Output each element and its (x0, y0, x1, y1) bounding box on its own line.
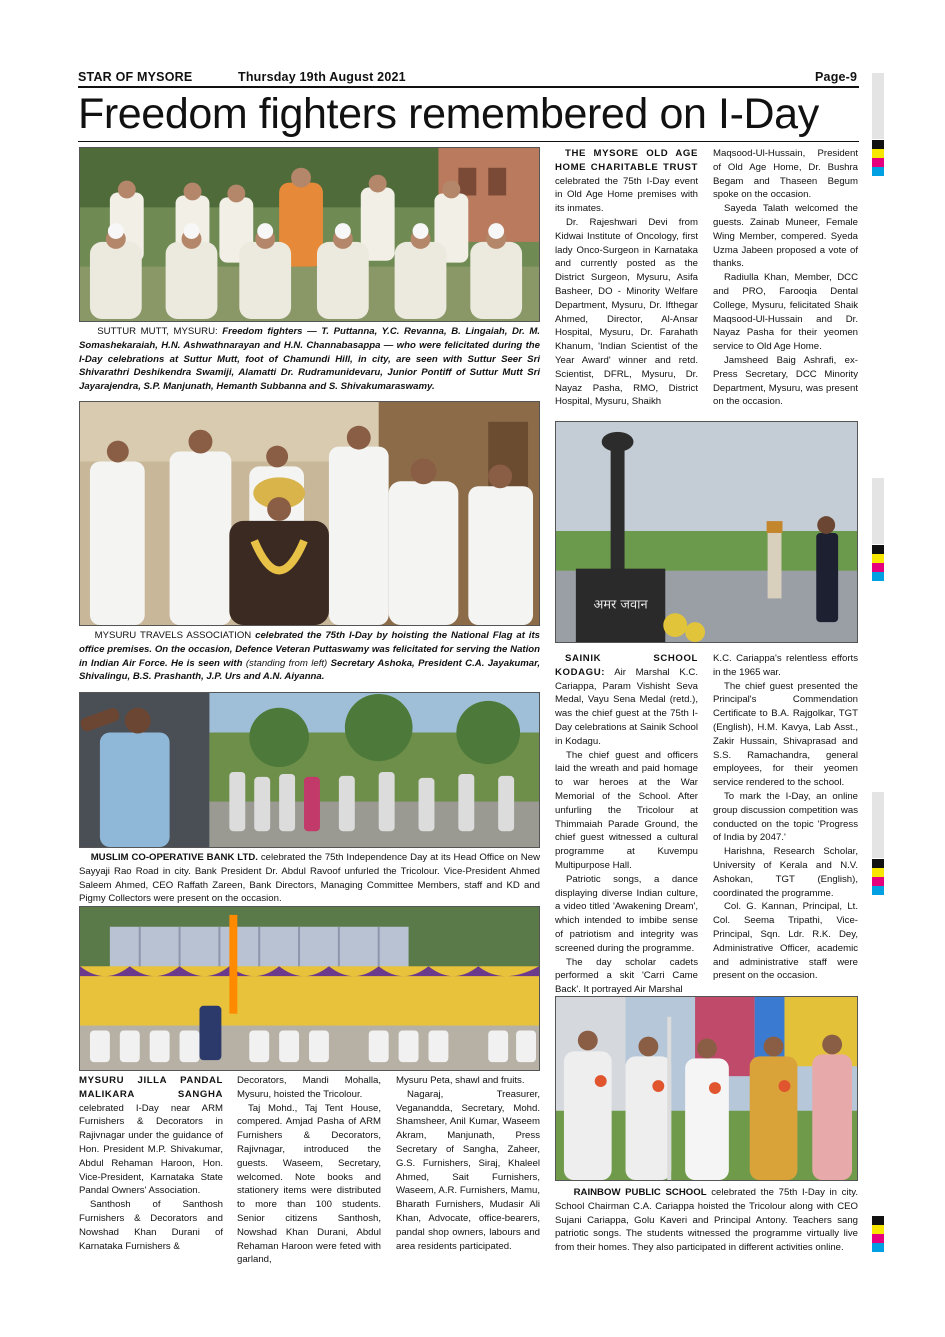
pandal-column-3 (396, 1074, 540, 1253)
sainik-paragraph: Patriotic songs, a dance displaying diverse Indian culture, a video titled 'Awakening Dream', which intended to imbibe sense of patriotism and integrity was screened during the programme. (555, 873, 698, 954)
oldage-paragraph: Maqsood-Ul-Hussain, President of Old Age Home, Dr. Bushra Begam and Thaseen Begum spoke on the occasion. (713, 148, 858, 201)
photo-pandal-sangha (79, 906, 540, 1071)
oldage-kicker: THE MYSORE OLD AGE HOME CHARITABLE TRUST (555, 148, 698, 173)
caption-travels-association (79, 629, 540, 684)
caption-body: Freedom fighters — T. Puttanna, Y.C. Revanna, B. Lingaiah, Dr. M. Somashekaraiah, H.N. Ashwathnarayan and H.N. Channabasappa — who were felicitated during the I-Day celebrations at Suttur Mutt, foot of Chamundi Hill, in city, are seen with Suttur Seer Sri Shivarathri Deshikendra Swamiji, Alamatti Dr. Rudramunidevaru, Junior Pontiff of Suttur Mutt Sri Jayarajendra, S.P. Manjunath, Hemanth Subbanna and S. Shivakumaraswamy. (79, 326, 540, 393)
sainik-paragraph: Col. G. Kannan, Principal, Lt. Col. Seema Tripathi, Vice-Principal, Sqn. Ldr. R.K. Dey, Administrative Officer, academic and administrative staff were present on the occasion. (713, 901, 858, 982)
registration-marks-2 (872, 545, 884, 581)
issue-date: Thursday 19th August 2021 (238, 70, 406, 84)
photo-cooperative-bank (79, 692, 540, 848)
headline: Freedom fighters remembered on I-Day (78, 90, 819, 138)
caption-paren: (standing from left) (245, 657, 328, 669)
margin-grey-strip (872, 73, 884, 139)
sainik-paragraph: Harishna, Research Scholar, University of Kerala and N.V. Ashokan, TGT (English), coordinated the programme. (713, 846, 858, 899)
caption-lead: MYSURU TRAVELS ASSOCIATION (94, 630, 252, 641)
memorial-sign-text: अमर जवान (593, 597, 648, 613)
sainik-paragraph: Air Marshal K.C. Cariappa, Param Vishisht Seva Medal, Vayu Sena Medal (retd.), was the chief guest at the 75th I-Day celebrations at Sainik School in Kodagu. (555, 666, 699, 747)
sainik-paragraph: The day scholar cadets performed a skit 'Carri Came Back'. It portrayed Air Marshal (555, 956, 698, 996)
caption-body: celebrated the 75th I-Day by hoisting the National Flag at its office premises. On the occasion, Defence Veteran Puttaswamy was felicitated for serving the Nation in Indian Air Force. He is seen with (79, 630, 541, 669)
registration-marks-4 (872, 1216, 884, 1252)
caption-lead: SUTTUR MUTT, MYSURU: (97, 326, 218, 337)
sainik-column-2 (713, 652, 858, 983)
pandal-paragraph: Mysuru Peta, shawl and fruits. (396, 1075, 525, 1086)
sainik-paragraph: K.C. Cariappa's relentless efforts in the 1965 war. (713, 653, 858, 678)
sainik-paragraph: The chief guest and officers laid the wreath and paid homage to war heroes at the War Memorial of the School. After unfurling the Tricolour at Thimmaiah Parade Ground, the chief guest witnessed a cultural programme at Kuvempu Multipurpose Hall. (555, 749, 698, 871)
margin-grey-strip (872, 792, 884, 858)
pandal-paragraph: Nagaraj, Treasurer, Veganandda, Secretary, Mohd. Shamsheer, Anil Kumar, Waseem Akram, Manjunath, Press Secretary of Sangha, Zaheer, G.S. Furnishers, Siraj, Khaleel Ahmed, Sait Furnishers, Waseem, A.R. Furnishers, Mamu, Bharath Furnishers, Mudasir Ali Khan, Advocate, office-bearers, pandal shop owners, labours and area residents participated. (396, 1088, 540, 1252)
caption-cooperative-bank (79, 851, 540, 906)
sainik-column-1 (555, 652, 698, 997)
oldage-column-1 (555, 147, 698, 409)
caption-body: celebrated the 75th I-Day in city. School Chairman C.A. Cariappa hoisted the Tricolour along with CEO Sujani Cariappa, Golu Kaveri and Principal Antony. Teachers sang patriotic songs. The students witnessed the programme virtually live from their homes. They also participated in different activities online. (555, 1187, 859, 1254)
oldage-paragraph: Jamsheed Baig Ashrafi, ex-Press Secretary, DCC Minority Department, Mysuru, was present on the occasion. (713, 354, 858, 408)
oldage-paragraph: celebrated the 75th I-Day event in Old Age Home premises with its inmates. (555, 175, 698, 215)
caption-lead: MUSLIM CO-OPERATIVE BANK LTD. (90, 852, 258, 863)
oldage-paragraph: Radiulla Khan, Member, DCC and PRO, Farooqia Dental College, Mysuru, felicitated Shaik Maqsood-Ul-Hussain and Dr. Nayaz Pasha for their yeomen service to Old Age Home. (713, 272, 858, 353)
pandal-column-1 (79, 1074, 223, 1253)
photo-rainbow-school (555, 996, 858, 1181)
caption-body: celebrated the 75th Independence Day at its Head Office on New Sayyaji Rao Road in city. Bank President Dr. Abdul Ravoof unfurled the Tricolour. Vice-President Ahmed Saleem Ahmed, CEO Raffath Zareen, Bank Directors, Managing Committee Members, staff and KD and Pigmy Collectors were present on the occasion. (79, 852, 540, 905)
sainik-paragraph: To mark the I-Day, an online group discussion competition was conducted on the topic 'Progress of India by 2047.' (713, 790, 858, 844)
oldage-paragraph: Sayeda Talath welcomed the guests. Zainab Muneer, Female Wing Member, compered. Syeda Uzma Jabeen proposed a vote of thanks. (713, 203, 858, 270)
caption-lead: RAINBOW PUBLIC SCHOOL (573, 1187, 707, 1198)
caption-suttur-mutt (79, 325, 540, 394)
photo-war-memorial (555, 421, 858, 643)
photo-travels-association (79, 401, 540, 626)
caption-rainbow-school (555, 1186, 858, 1255)
sainik-paragraph: The chief guest presented the Principal's Commendation Certificate to B.A. Rajgolkar, TGT (English), H.M. Kavya, Lab Asst., Zakir Hussain, Shivaprasad and S.S. Ramachandra, general employees, for their yeomen service rendered to the school. (713, 680, 858, 789)
pandal-column-2 (237, 1074, 381, 1267)
photo-suttur-mutt (79, 147, 540, 322)
pandal-paragraph: celebrated I-Day near ARM Furnishers & Decorators in Rajivnagar under the guidance of Hon. President M.P. Shivakumar, Abdul Rehaman Haroon, Hon. Vice-President, Karnataka State Pandal Owners' Association. (79, 1102, 223, 1197)
oldage-column-2 (713, 147, 858, 409)
oldage-paragraph: Dr. Rajeshwari Devi from Kidwai Institute of Oncology, first lady Onco-Surgeon in Karnataka and currently posted as the District Surgeon, Mysuru, Asifa Basheer, DO - Minority Welfare Department, Mysuru, Dr. Ifthegar Ahmed, Director, Al-Ansar Hospital, Mysuru, Dr. Farahath Khanum, 'Indian Scientist of the Year Award' winner and retd. Scientist, DFRL, Mysuru, Dr. Nayaz Pasha, RMO, District Hospital, Mysuru, Shaikh (555, 216, 698, 408)
pandal-paragraph: Decorators, Mandi Mohalla, Mysuru, hoisted the Tricolour. (237, 1075, 381, 1100)
headline-rule (78, 141, 859, 142)
pandal-kicker: MYSURU JILLA PANDAL MALIKARA SANGHA (79, 1075, 223, 1100)
margin-grey-strip (872, 478, 884, 544)
paper-name: STAR OF MYSORE (78, 70, 193, 84)
registration-marks-3 (872, 859, 884, 895)
sainik-kicker: SAINIK SCHOOL KODAGU: (555, 653, 698, 678)
page-number: Page-9 (815, 70, 858, 84)
pandal-paragraph: Santhosh of Santhosh Furnishers & Decorators and Nowshad Khan Durani of Karnataka Furnishers & (79, 1199, 223, 1252)
registration-marks-1 (872, 140, 884, 176)
pandal-paragraph: Taj Mohd., Taj Tent House, compered. Amjad Pasha of ARM Furnishers & Decorators, Rajivnagar, introduced the guests. Waseem, Secretary, welcomed. Note books and stationery items were distributed to more than 100 students. Senior citizens Santhosh, Nowshad Khan Durani, Abdul Rehaman Haroon were feted with garland, (237, 1102, 381, 1266)
caption-tail: Secretary Ashoka, President C.A. Jayakumar, Shivalingu, B.S. Prashanth, J.P. Urs and A.N. Aiyanna. (79, 657, 541, 683)
